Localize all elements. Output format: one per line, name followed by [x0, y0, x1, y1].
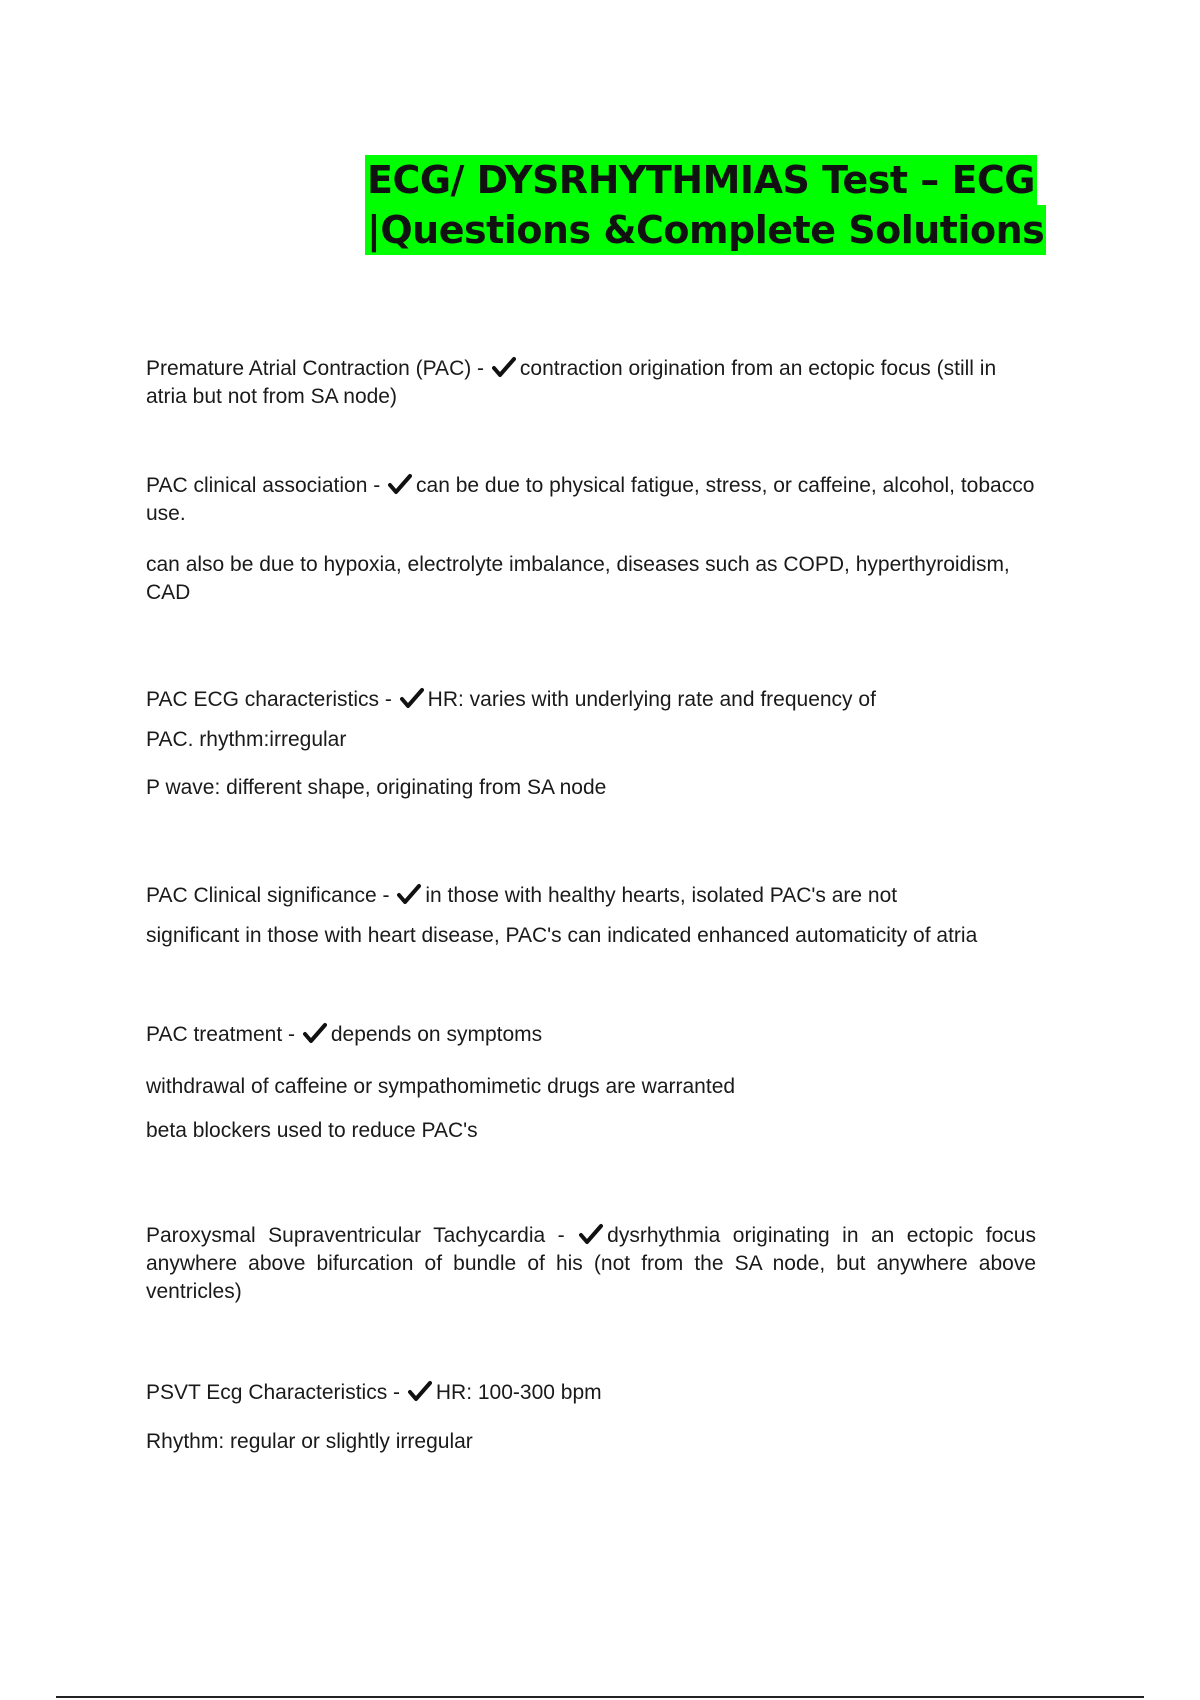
- checkmark-icon: [303, 1022, 327, 1044]
- checkmark-icon: [408, 1380, 432, 1402]
- qa-answer: HR: 100-300 bpm: [435, 1381, 602, 1404]
- qa-extra-text: withdrawal of caffeine or sympathomimetic drugs are warranted: [146, 1075, 736, 1098]
- checkmark-icon: [397, 883, 421, 905]
- qa-term: PAC ECG characteristics -: [146, 688, 392, 711]
- qa-answer: can be due to physical fatigue, stress, or caffeine, alcohol, tobacco use.: [146, 474, 1035, 525]
- qa-answer: dysrhythmia originating in an ectopic focus anywhere above bifurcation of bundle of his (not from the SA node, but anywhere above ventricles): [146, 1224, 1036, 1303]
- qa-term: PAC clinical association -: [146, 474, 381, 497]
- checkmark-icon: [400, 687, 424, 709]
- qa-item-pac-treatment: [146, 1021, 1036, 1049]
- qa-term: Premature Atrial Contraction (PAC) -: [146, 357, 485, 380]
- qa-term: PSVT Ecg Characteristics -: [146, 1381, 401, 1404]
- qa-extra-text: Rhythm: regular or slightly irregular: [146, 1430, 473, 1453]
- qa-item-pac: [146, 355, 1036, 411]
- qa-extra-text: PAC. rhythm:irregular: [146, 728, 347, 751]
- title-line-2: |Questions &Complete Solutions: [365, 205, 1046, 255]
- checkmark-icon: [388, 473, 412, 495]
- footer-divider: [56, 1696, 1144, 1698]
- qa-extra-text: beta blockers used to reduce PAC's: [146, 1119, 478, 1142]
- qa-answer: in those with healthy hearts, isolated PAC's are not: [425, 884, 898, 907]
- qa-item-psvt-ecg-characteristics: [146, 1379, 1036, 1407]
- qa-item-pac-ecg-characteristics: [146, 686, 1036, 714]
- qa-term: PAC Clinical significance -: [146, 884, 390, 907]
- document-title: [365, 155, 1045, 255]
- qa-item-psvt: [146, 1222, 1036, 1306]
- qa-item-pac-clinical-association: [146, 472, 1036, 528]
- qa-term: PAC treatment -: [146, 1023, 295, 1046]
- qa-answer: depends on symptoms: [330, 1023, 543, 1046]
- title-line-1: ECG/ DYSRHYTHMIAS Test – ECG: [365, 155, 1037, 205]
- qa-extra-text: P wave: different shape, originating from SA node: [146, 776, 607, 799]
- qa-item-pac-clinical-significance: [146, 882, 1036, 910]
- qa-extra-text: significant in those with heart disease, PAC's can indicated enhanced automaticity of atria: [146, 924, 978, 947]
- checkmark-icon: [492, 356, 516, 378]
- checkmark-icon: [579, 1223, 603, 1245]
- qa-term: Paroxysmal Supraventricular Tachycardia -: [146, 1224, 565, 1247]
- qa-answer: HR: varies with underlying rate and frequency of: [427, 688, 876, 711]
- qa-answer: contraction origination from an ectopic focus (still in atria but not from SA node): [146, 357, 997, 408]
- qa-extra-text: can also be due to hypoxia, electrolyte imbalance, diseases such as COPD, hyperthyroidism, CAD: [146, 553, 1010, 604]
